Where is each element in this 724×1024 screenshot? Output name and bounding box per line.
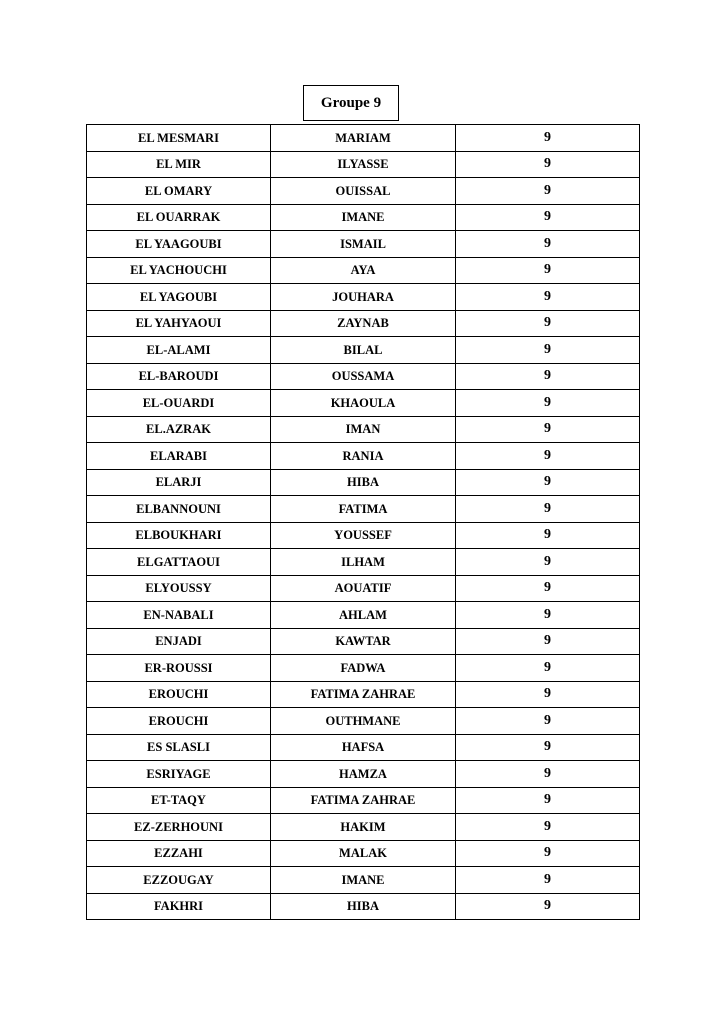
- table-row: [87, 469, 640, 496]
- first-name-cell: HIBA: [271, 893, 456, 920]
- first-name-cell: ILYASSE: [271, 151, 456, 178]
- last-name-cell: EL YACHOUCHI: [87, 257, 271, 284]
- group-number-cell: 9: [456, 231, 640, 258]
- group-number-cell: 9: [456, 602, 640, 629]
- last-name-cell: FAKHRI: [87, 893, 271, 920]
- first-name-cell: ZAYNAB: [271, 310, 456, 337]
- last-name-cell: EL MESMARI: [87, 125, 271, 152]
- first-name-cell: AHLAM: [271, 602, 456, 629]
- first-name-cell: ISMAIL: [271, 231, 456, 258]
- last-name-cell: EL.AZRAK: [87, 416, 271, 443]
- group-number-cell: 9: [456, 655, 640, 682]
- first-name-cell: BILAL: [271, 337, 456, 364]
- student-table-body: [87, 125, 640, 920]
- first-name-cell: OUISSAL: [271, 178, 456, 205]
- table-row: [87, 363, 640, 390]
- last-name-cell: EL YAHYAOUI: [87, 310, 271, 337]
- last-name-cell: EL MIR: [87, 151, 271, 178]
- first-name-cell: HAKIM: [271, 814, 456, 841]
- last-name-cell: EL OUARRAK: [87, 204, 271, 231]
- last-name-cell: ESRIYAGE: [87, 761, 271, 788]
- table-row: [87, 628, 640, 655]
- last-name-cell: EZZAHI: [87, 840, 271, 867]
- group-number-cell: 9: [456, 310, 640, 337]
- first-name-cell: JOUHARA: [271, 284, 456, 311]
- group-number-cell: 9: [456, 125, 640, 152]
- first-name-cell: AOUATIF: [271, 575, 456, 602]
- first-name-cell: AYA: [271, 257, 456, 284]
- table-row: [87, 284, 640, 311]
- group-number-cell: 9: [456, 840, 640, 867]
- table-row: [87, 708, 640, 735]
- first-name-cell: MALAK: [271, 840, 456, 867]
- table-row: [87, 337, 640, 364]
- table-row: [87, 840, 640, 867]
- last-name-cell: EZ-ZERHOUNI: [87, 814, 271, 841]
- first-name-cell: KAWTAR: [271, 628, 456, 655]
- last-name-cell: EL YAAGOUBI: [87, 231, 271, 258]
- last-name-cell: EZZOUGAY: [87, 867, 271, 894]
- group-number-cell: 9: [456, 814, 640, 841]
- group-title: Groupe 9: [303, 85, 399, 121]
- first-name-cell: KHAOULA: [271, 390, 456, 417]
- first-name-cell: MARIAM: [271, 125, 456, 152]
- table-row: [87, 178, 640, 205]
- table-row: [87, 231, 640, 258]
- first-name-cell: HAFSA: [271, 734, 456, 761]
- group-number-cell: 9: [456, 178, 640, 205]
- group-number-cell: 9: [456, 787, 640, 814]
- table-row: [87, 310, 640, 337]
- group-number-cell: 9: [456, 761, 640, 788]
- first-name-cell: IMANE: [271, 204, 456, 231]
- group-number-cell: 9: [456, 893, 640, 920]
- last-name-cell: ELARJI: [87, 469, 271, 496]
- group-number-cell: 9: [456, 867, 640, 894]
- last-name-cell: ELARABI: [87, 443, 271, 470]
- last-name-cell: EL-ALAMI: [87, 337, 271, 364]
- group-number-cell: 9: [456, 549, 640, 576]
- group-number-cell: 9: [456, 522, 640, 549]
- table-row: [87, 681, 640, 708]
- table-row: [87, 549, 640, 576]
- last-name-cell: EN-NABALI: [87, 602, 271, 629]
- table-row: [87, 734, 640, 761]
- first-name-cell: IMAN: [271, 416, 456, 443]
- first-name-cell: IMANE: [271, 867, 456, 894]
- table-row: [87, 761, 640, 788]
- group-number-cell: 9: [456, 363, 640, 390]
- first-name-cell: ILHAM: [271, 549, 456, 576]
- table-row: [87, 496, 640, 523]
- last-name-cell: EL YAGOUBI: [87, 284, 271, 311]
- table-row: [87, 867, 640, 894]
- group-number-cell: 9: [456, 284, 640, 311]
- first-name-cell: FATIMA ZAHRAE: [271, 787, 456, 814]
- last-name-cell: EL-OUARDI: [87, 390, 271, 417]
- table-row: [87, 204, 640, 231]
- table-row: [87, 814, 640, 841]
- table-row: [87, 787, 640, 814]
- group-number-cell: 9: [456, 443, 640, 470]
- group-number-cell: 9: [456, 628, 640, 655]
- group-number-cell: 9: [456, 575, 640, 602]
- first-name-cell: OUSSAMA: [271, 363, 456, 390]
- group-number-cell: 9: [456, 708, 640, 735]
- group-number-cell: 9: [456, 469, 640, 496]
- table-row: [87, 602, 640, 629]
- last-name-cell: ER-ROUSSI: [87, 655, 271, 682]
- first-name-cell: HIBA: [271, 469, 456, 496]
- table-row: [87, 151, 640, 178]
- table-row: [87, 893, 640, 920]
- group-number-cell: 9: [456, 390, 640, 417]
- first-name-cell: FATIMA ZAHRAE: [271, 681, 456, 708]
- table-row: [87, 443, 640, 470]
- group-number-cell: 9: [456, 151, 640, 178]
- table-row: [87, 522, 640, 549]
- table-row: [87, 655, 640, 682]
- first-name-cell: FATIMA: [271, 496, 456, 523]
- last-name-cell: ELBANNOUNI: [87, 496, 271, 523]
- group-number-cell: 9: [456, 337, 640, 364]
- group-number-cell: 9: [456, 734, 640, 761]
- group-number-cell: 9: [456, 204, 640, 231]
- first-name-cell: FADWA: [271, 655, 456, 682]
- first-name-cell: OUTHMANE: [271, 708, 456, 735]
- group-number-cell: 9: [456, 416, 640, 443]
- last-name-cell: ELGATTAOUI: [87, 549, 271, 576]
- last-name-cell: ENJADI: [87, 628, 271, 655]
- last-name-cell: ELYOUSSY: [87, 575, 271, 602]
- last-name-cell: ET-TAQY: [87, 787, 271, 814]
- last-name-cell: EL-BAROUDI: [87, 363, 271, 390]
- last-name-cell: ES SLASLI: [87, 734, 271, 761]
- last-name-cell: ELBOUKHARI: [87, 522, 271, 549]
- table-row: [87, 416, 640, 443]
- table-row: [87, 257, 640, 284]
- table-row: [87, 390, 640, 417]
- student-table: [86, 124, 640, 920]
- group-number-cell: 9: [456, 257, 640, 284]
- first-name-cell: HAMZA: [271, 761, 456, 788]
- table-row: [87, 575, 640, 602]
- group-number-cell: 9: [456, 496, 640, 523]
- first-name-cell: RANIA: [271, 443, 456, 470]
- group-number-cell: 9: [456, 681, 640, 708]
- last-name-cell: EROUCHI: [87, 681, 271, 708]
- first-name-cell: YOUSSEF: [271, 522, 456, 549]
- table-row: [87, 125, 640, 152]
- last-name-cell: EROUCHI: [87, 708, 271, 735]
- last-name-cell: EL OMARY: [87, 178, 271, 205]
